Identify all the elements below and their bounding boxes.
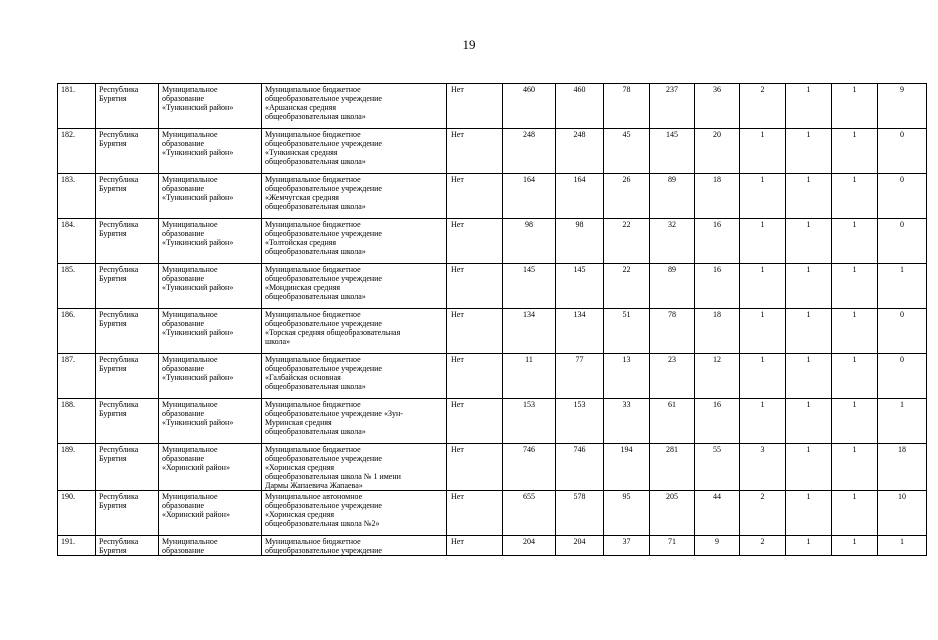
table-row — [58, 84, 927, 129]
value-cell-7: 1 — [786, 174, 832, 219]
value-cell-8: 1 — [832, 536, 878, 556]
value-cell-6: 2 — [740, 491, 786, 536]
value-cell-6: 1 — [740, 354, 786, 399]
value-cell-6: 1 — [740, 174, 786, 219]
value-cell-4: 89 — [650, 174, 695, 219]
school-name-cell: Муниципальное бюджетное общеобразовательное учреждение «Аршанская средняя общеобразовательная школа» — [262, 84, 447, 129]
value-cell-9: 0 — [878, 174, 927, 219]
value-cell-1: 153 — [503, 399, 556, 444]
value-cell-6: 1 — [740, 399, 786, 444]
value-cell-1: 746 — [503, 444, 556, 491]
value-cell-5: 12 — [695, 354, 740, 399]
row-number-cell: 185. — [58, 264, 96, 309]
region-cell: Республика Бурятия — [96, 174, 159, 219]
region-cell: Республика Бурятия — [96, 536, 159, 556]
school-name-cell: Муниципальное бюджетное общеобразовательное учреждение «Хоринская средняя общеобразовательная школа № 1 имени Дармы Жапаевича Жапаева» — [262, 444, 447, 491]
flag-cell: Нет — [447, 174, 503, 219]
region-cell: Республика Бурятия — [96, 399, 159, 444]
row-number-cell: 181. — [58, 84, 96, 129]
table-row — [58, 399, 927, 444]
value-cell-5: 16 — [695, 264, 740, 309]
value-cell-8: 1 — [832, 354, 878, 399]
value-cell-5: 55 — [695, 444, 740, 491]
value-cell-5: 20 — [695, 129, 740, 174]
value-cell-1: 655 — [503, 491, 556, 536]
value-cell-7: 1 — [786, 354, 832, 399]
value-cell-2: 145 — [556, 264, 604, 309]
value-cell-8: 1 — [832, 444, 878, 491]
value-cell-9: 0 — [878, 129, 927, 174]
value-cell-4: 23 — [650, 354, 695, 399]
value-cell-4: 32 — [650, 219, 695, 264]
region-cell: Республика Бурятия — [96, 354, 159, 399]
table-row — [58, 174, 927, 219]
value-cell-3: 22 — [604, 264, 650, 309]
value-cell-5: 18 — [695, 174, 740, 219]
value-cell-9: 0 — [878, 354, 927, 399]
region-cell: Республика Бурятия — [96, 129, 159, 174]
row-number-cell: 183. — [58, 174, 96, 219]
value-cell-1: 145 — [503, 264, 556, 309]
region-cell: Республика Бурятия — [96, 491, 159, 536]
value-cell-7: 1 — [786, 264, 832, 309]
flag-cell: Нет — [447, 536, 503, 556]
value-cell-7: 1 — [786, 536, 832, 556]
value-cell-5: 18 — [695, 309, 740, 354]
municipality-cell: Муниципальное образование — [159, 536, 262, 556]
value-cell-3: 78 — [604, 84, 650, 129]
value-cell-5: 9 — [695, 536, 740, 556]
row-number-cell: 191. — [58, 536, 96, 556]
row-number-cell: 187. — [58, 354, 96, 399]
value-cell-5: 36 — [695, 84, 740, 129]
value-cell-8: 1 — [832, 491, 878, 536]
row-number-cell: 184. — [58, 219, 96, 264]
value-cell-6: 1 — [740, 219, 786, 264]
municipality-cell: Муниципальное образование «Тункинский район» — [159, 219, 262, 264]
value-cell-8: 1 — [832, 84, 878, 129]
school-name-cell: Муниципальное бюджетное общеобразовательное учреждение «Толтойская средняя общеобразовательная школа» — [262, 219, 447, 264]
value-cell-2: 77 — [556, 354, 604, 399]
table-row — [58, 129, 927, 174]
value-cell-1: 134 — [503, 309, 556, 354]
value-cell-2: 746 — [556, 444, 604, 491]
table-row — [58, 536, 927, 556]
municipality-cell: Муниципальное образование «Хоринский район» — [159, 444, 262, 491]
value-cell-4: 205 — [650, 491, 695, 536]
flag-cell: Нет — [447, 84, 503, 129]
value-cell-9: 1 — [878, 399, 927, 444]
value-cell-5: 16 — [695, 219, 740, 264]
value-cell-5: 16 — [695, 399, 740, 444]
value-cell-3: 13 — [604, 354, 650, 399]
region-cell: Республика Бурятия — [96, 309, 159, 354]
row-number-cell: 190. — [58, 491, 96, 536]
value-cell-9: 18 — [878, 444, 927, 491]
school-name-cell: Муниципальное бюджетное общеобразовательное учреждение «Торская средняя общеобразовательная школа» — [262, 309, 447, 354]
value-cell-8: 1 — [832, 219, 878, 264]
value-cell-7: 1 — [786, 491, 832, 536]
value-cell-4: 237 — [650, 84, 695, 129]
value-cell-9: 0 — [878, 309, 927, 354]
value-cell-7: 1 — [786, 129, 832, 174]
value-cell-7: 1 — [786, 399, 832, 444]
value-cell-8: 1 — [832, 174, 878, 219]
schools-table — [57, 83, 927, 556]
value-cell-4: 145 — [650, 129, 695, 174]
flag-cell: Нет — [447, 354, 503, 399]
municipality-cell: Муниципальное образование «Тункинский район» — [159, 399, 262, 444]
value-cell-1: 204 — [503, 536, 556, 556]
value-cell-2: 204 — [556, 536, 604, 556]
flag-cell: Нет — [447, 444, 503, 491]
row-number-cell: 188. — [58, 399, 96, 444]
municipality-cell: Муниципальное образование «Тункинский район» — [159, 264, 262, 309]
value-cell-3: 37 — [604, 536, 650, 556]
value-cell-3: 95 — [604, 491, 650, 536]
value-cell-2: 98 — [556, 219, 604, 264]
value-cell-7: 1 — [786, 309, 832, 354]
value-cell-4: 89 — [650, 264, 695, 309]
table-row — [58, 309, 927, 354]
value-cell-8: 1 — [832, 129, 878, 174]
school-name-cell: Муниципальное бюджетное общеобразовательное учреждение — [262, 536, 447, 556]
value-cell-2: 248 — [556, 129, 604, 174]
value-cell-1: 460 — [503, 84, 556, 129]
school-name-cell: Муниципальное бюджетное общеобразовательное учреждение «Галбайская основная общеобразовательная школа» — [262, 354, 447, 399]
value-cell-3: 51 — [604, 309, 650, 354]
value-cell-6: 3 — [740, 444, 786, 491]
municipality-cell: Муниципальное образование «Тункинский район» — [159, 354, 262, 399]
value-cell-7: 1 — [786, 219, 832, 264]
region-cell: Республика Бурятия — [96, 444, 159, 491]
value-cell-6: 2 — [740, 84, 786, 129]
value-cell-3: 194 — [604, 444, 650, 491]
value-cell-1: 248 — [503, 129, 556, 174]
value-cell-5: 44 — [695, 491, 740, 536]
value-cell-4: 71 — [650, 536, 695, 556]
value-cell-8: 1 — [832, 399, 878, 444]
value-cell-2: 134 — [556, 309, 604, 354]
value-cell-2: 153 — [556, 399, 604, 444]
school-name-cell: Муниципальное автономное общеобразовательное учреждение «Хоринская средняя общеобразовательная школа №2» — [262, 491, 447, 536]
flag-cell: Нет — [447, 129, 503, 174]
value-cell-8: 1 — [832, 264, 878, 309]
municipality-cell: Муниципальное образование «Хоринский район» — [159, 491, 262, 536]
value-cell-7: 1 — [786, 84, 832, 129]
value-cell-3: 26 — [604, 174, 650, 219]
page-number: 19 — [462, 37, 476, 52]
value-cell-3: 22 — [604, 219, 650, 264]
school-name-cell: Муниципальное бюджетное общеобразовательное учреждение «Мондинская средняя общеобразовательная школа» — [262, 264, 447, 309]
value-cell-4: 78 — [650, 309, 695, 354]
value-cell-7: 1 — [786, 444, 832, 491]
flag-cell: Нет — [447, 264, 503, 309]
value-cell-4: 281 — [650, 444, 695, 491]
flag-cell: Нет — [447, 399, 503, 444]
value-cell-6: 1 — [740, 309, 786, 354]
value-cell-4: 61 — [650, 399, 695, 444]
municipality-cell: Муниципальное образование «Тункинский район» — [159, 129, 262, 174]
table-row — [58, 264, 927, 309]
row-number-cell: 186. — [58, 309, 96, 354]
value-cell-9: 1 — [878, 536, 927, 556]
table-row — [58, 354, 927, 399]
value-cell-9: 10 — [878, 491, 927, 536]
value-cell-6: 2 — [740, 536, 786, 556]
value-cell-3: 45 — [604, 129, 650, 174]
row-number-cell: 182. — [58, 129, 96, 174]
table-row — [58, 444, 927, 491]
region-cell: Республика Бурятия — [96, 84, 159, 129]
value-cell-9: 0 — [878, 219, 927, 264]
value-cell-3: 33 — [604, 399, 650, 444]
value-cell-8: 1 — [832, 309, 878, 354]
flag-cell: Нет — [447, 309, 503, 354]
school-name-cell: Муниципальное бюджетное общеобразовательное учреждение «Жемчугская средняя общеобразовательная школа» — [262, 174, 447, 219]
value-cell-2: 578 — [556, 491, 604, 536]
flag-cell: Нет — [447, 491, 503, 536]
value-cell-1: 164 — [503, 174, 556, 219]
region-cell: Республика Бурятия — [96, 264, 159, 309]
flag-cell: Нет — [447, 219, 503, 264]
school-name-cell: Муниципальное бюджетное общеобразовательное учреждение «Тункинская средняя общеобразовательная школа» — [262, 129, 447, 174]
value-cell-9: 1 — [878, 264, 927, 309]
value-cell-2: 460 — [556, 84, 604, 129]
table-row — [58, 219, 927, 264]
municipality-cell: Муниципальное образование «Тункинский район» — [159, 174, 262, 219]
value-cell-1: 11 — [503, 354, 556, 399]
value-cell-6: 1 — [740, 129, 786, 174]
municipality-cell: Муниципальное образование «Тункинский район» — [159, 84, 262, 129]
value-cell-6: 1 — [740, 264, 786, 309]
value-cell-1: 98 — [503, 219, 556, 264]
table-body — [58, 84, 927, 556]
region-cell: Республика Бурятия — [96, 219, 159, 264]
municipality-cell: Муниципальное образование «Тункинский район» — [159, 309, 262, 354]
school-name-cell: Муниципальное бюджетное общеобразовательное учреждение «Зун- Муринская средняя общеобразовательная школа» — [262, 399, 447, 444]
table-row — [58, 491, 927, 536]
value-cell-2: 164 — [556, 174, 604, 219]
value-cell-9: 9 — [878, 84, 927, 129]
row-number-cell: 189. — [58, 444, 96, 491]
